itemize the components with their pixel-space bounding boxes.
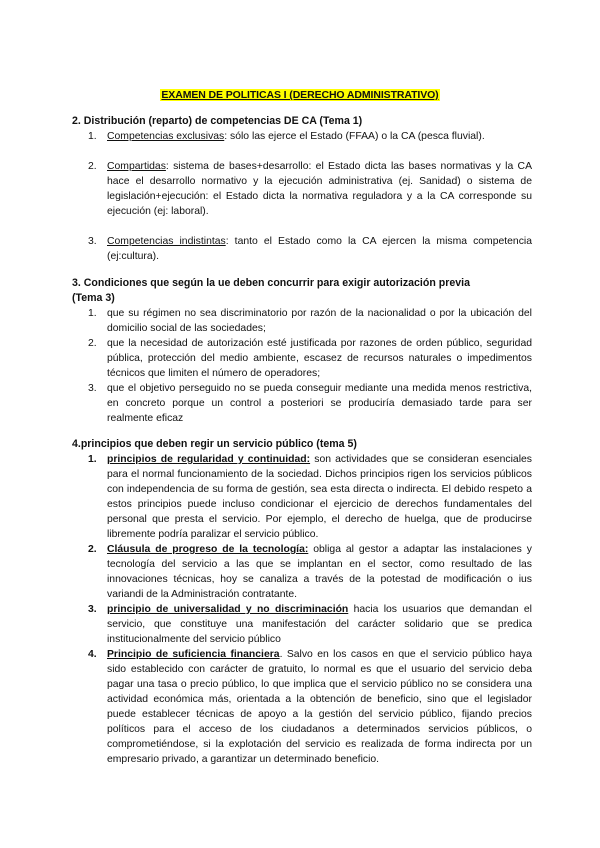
list-item <box>72 647 532 767</box>
list-item <box>72 336 532 381</box>
section-4-heading: 4.principios que deben regir un servicio público (tema 5) <box>72 438 357 450</box>
list-item <box>72 602 532 647</box>
item-number: 2. <box>88 338 97 349</box>
item-number: 1. <box>88 308 97 319</box>
item-text: son actividades que se consideran esenciales para el normal funcionamiento de la sociedad. Dichos principios rigen los servicios públicos con independencia de su forma de gestión, sea esta directa o indirecta. El debido respeto a estos principios puede incluso condicionar el ejercicio de derechos fundamentales del personal que presta el servicio. Por ejemplo, el derecho de huelga, que de producirse libremente podría paralizar el servicio público. <box>107 454 532 540</box>
item-text: hacia los usuarios que demandan el servicio, que constituye una manifestación del carácter solidario que se predica institucionalmente del servicio público <box>107 604 532 645</box>
item-term: principios de regularidad y continuidad: <box>107 454 311 465</box>
section-3 <box>72 276 532 426</box>
item-text: : tanto el Estado como la CA ejercen la misma competencia (ej:cultura). <box>107 236 532 262</box>
item-term: Compartidas <box>107 161 166 172</box>
section-3-heading-line2: (Tema 3) <box>72 292 115 304</box>
list-item <box>72 159 532 219</box>
section-4-list <box>72 452 532 767</box>
list-item <box>72 234 532 264</box>
item-term: Competencias exclusivas <box>107 131 225 142</box>
item-number: 1. <box>88 454 97 465</box>
item-term: Competencias indistintas <box>107 236 226 247</box>
section-4 <box>72 437 532 767</box>
list-item <box>72 306 532 336</box>
list-item <box>72 452 532 542</box>
item-term: Cláusula de progreso de la tecnología: <box>107 544 309 555</box>
item-text: . Salvo en los casos en que el servicio público haya sido establecido con carácter de gratuito, lo normal es que el usuario del servicio deba pagar una tasa o precio público, lo que implica que el servicio público no se considera una actividad económica más, orientada a la obtención de beneficio, sino que el legislador puede establecer técnicas de apoyo a la gestión del servicio público, fijando precios políticos para el acceso de los ciudadanos a determinados servicios públicos, o comprometiéndose, si la explotación del servicio es realizada de forma indirecta por un empresario privado, a garantizar un determinado beneficio. <box>107 649 532 765</box>
item-text: obliga al gestor a adaptar las instalaciones y tecnología del servicio a las que se implantan en el sector, como resultado de las innovaciones técnicas, hoy se canaliza a través de la potestad de modificación o ius variandi de la Administración contratante. <box>107 544 532 600</box>
item-number: 2. <box>88 544 97 555</box>
section-3-heading <box>72 276 532 306</box>
list-item <box>72 129 532 144</box>
item-text: : sólo las ejerce el Estado (FFAA) o la CA (pesca fluvial). <box>224 131 485 142</box>
item-number: 2. <box>88 161 97 172</box>
item-term: Principio de suficiencia financiera <box>107 649 280 660</box>
item-text: que la necesidad de autorización esté justificada por razones de orden público, seguridad pública, protección del medio ambiente, escasez de recursos naturales o impedimentos técnicos que limiten el número de operadores; <box>107 338 532 379</box>
section-3-list <box>72 306 532 426</box>
item-term: principio de universalidad y no discriminación <box>107 604 349 615</box>
spacer <box>72 144 532 159</box>
section-2-heading: 2. Distribución (reparto) de competencias DE CA (Tema 1) <box>72 115 363 127</box>
section-3-heading-line1: 3. Condiciones que según la ue deben concurrir para exigir autorización previa <box>72 277 470 289</box>
item-number: 4. <box>88 649 97 660</box>
section-2 <box>72 114 532 264</box>
item-text: que su régimen no sea discriminatorio por razón de la nacionalidad o por la ubicación del domicilio social de las sociedades; <box>107 308 532 334</box>
list-item <box>72 381 532 426</box>
document-title: EXAMEN DE POLITICAS I (DERECHO ADMINISTRATIVO) <box>161 89 439 101</box>
item-number: 3. <box>88 604 97 615</box>
spacer <box>72 219 532 234</box>
title-wrap <box>0 85 600 103</box>
item-number: 1. <box>88 131 97 142</box>
list-item <box>72 542 532 602</box>
item-number: 3. <box>88 236 97 247</box>
item-number: 3. <box>88 383 97 394</box>
item-text: : sistema de bases+desarrollo: el Estado dicta las bases normativas y la CA hace el desarrollo normativo y la ejecución administrativa (ej. Sanidad) o sistema de legislación+ejecución: el Estado dicta la normativa reguladora y a la CA corresponde su ejecución (ej: laboral). <box>107 161 532 217</box>
section-2-list <box>72 129 532 264</box>
item-text: que el objetivo perseguido no se pueda conseguir mediante una medida menos restrictiva, en concreto porque un control a posteriori se produciría demasiado tarde para ser realmente eficaz <box>107 383 532 424</box>
